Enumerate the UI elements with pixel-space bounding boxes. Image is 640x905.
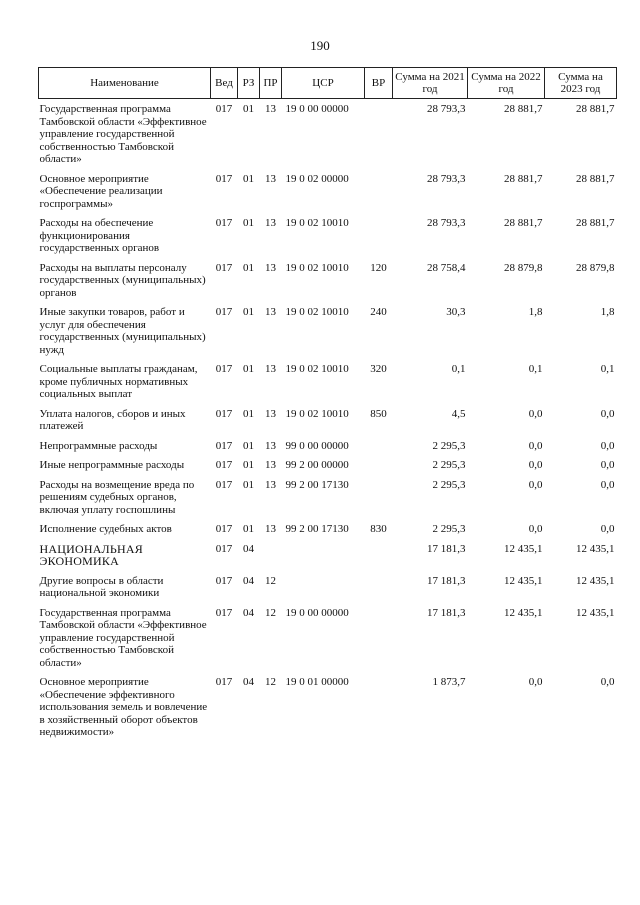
- cell-name: Иные закупки товаров, работ и услуг для обеспечения государственных (муниципальных) нужд: [39, 306, 206, 356]
- cell-pr: 12: [265, 606, 276, 619]
- cell-rz: 01: [243, 459, 254, 471]
- cell-sum-2021: 17 181,3: [427, 542, 466, 555]
- table-header-row: [39, 68, 617, 99]
- cell-rz: 01: [243, 103, 254, 115]
- cell-sum-2023: 0,0: [600, 523, 615, 535]
- cell-ved: 017: [215, 459, 233, 471]
- cell-sum-2022: 28 879,8: [504, 261, 543, 274]
- cell-ved: 017: [215, 261, 233, 274]
- cell-name: Государственная программа Тамбовской области «Эффективное управление государственной собственностью Тамбовской области»: [39, 606, 207, 669]
- cell-rz: 04: [243, 676, 254, 688]
- cell-rz: 04: [243, 606, 254, 619]
- cell-sum-2023: 12 435,1: [576, 606, 615, 619]
- cell-pr: 12: [265, 676, 276, 688]
- cell-sum-2022: 0,1: [528, 363, 543, 375]
- cell-sum-2021: 28 793,3: [427, 217, 466, 229]
- cell-sum-2023: 28 879,8: [576, 261, 615, 274]
- cell-sum-2023: 28 881,7: [576, 172, 615, 185]
- cell-sum-2022: 0,0: [528, 478, 543, 491]
- cell-pr: 13: [265, 439, 276, 452]
- cell-sum-2023: 0,0: [600, 478, 615, 491]
- cell-name: Расходы на обеспечение функционирования государственных органов: [39, 217, 160, 254]
- table-row: [39, 359, 617, 404]
- cell-name: Основное мероприятие «Обеспечение реализации госпрограммы»: [39, 172, 163, 210]
- table-row: [39, 99, 617, 169]
- cell-pr: 13: [265, 523, 276, 535]
- cell-sum-2022: 28 881,7: [504, 103, 543, 115]
- cell-rz: 01: [243, 306, 254, 318]
- cell-pr: 13: [265, 103, 276, 115]
- header-vr: ВР: [365, 68, 393, 99]
- cell-vr: [365, 603, 393, 673]
- cell-pr: 13: [265, 459, 276, 471]
- cell-vr: [365, 213, 393, 258]
- table-row: [39, 455, 617, 475]
- cell-ved: 017: [215, 542, 233, 555]
- cell-sum-2021: 2 295,3: [432, 459, 466, 471]
- cell-rz: 04: [243, 542, 254, 555]
- cell-vr: [365, 672, 393, 742]
- cell-ved: 017: [215, 478, 233, 491]
- cell-pr: [260, 539, 282, 571]
- header-sum-2022: Сумма на 2022 год: [468, 68, 545, 99]
- table-row: [39, 404, 617, 436]
- cell-pr: 13: [265, 306, 276, 318]
- header-pr: ПР: [260, 68, 282, 99]
- cell-csr: 19 0 00 00000: [285, 606, 349, 619]
- cell-name: Уплата налогов, сборов и иных платежей: [39, 407, 186, 432]
- cell-sum-2022: 0,0: [528, 439, 543, 452]
- cell-sum-2022: 12 435,1: [504, 606, 543, 619]
- header-sum-2021: Сумма на 2021 год: [393, 68, 468, 99]
- cell-rz: 01: [243, 363, 254, 375]
- cell-sum-2021: 2 295,3: [432, 478, 466, 491]
- cell-rz: 01: [243, 439, 254, 452]
- cell-sum-2021: 0,1: [451, 363, 466, 375]
- cell-vr: 850: [370, 407, 387, 420]
- cell-pr: 13: [265, 478, 276, 491]
- cell-vr: [365, 475, 393, 520]
- cell-ved: 017: [215, 523, 233, 535]
- page-number: 190: [310, 38, 330, 53]
- cell-rz: 01: [243, 407, 254, 420]
- cell-name: НАЦИОНАЛЬНАЯ ЭКОНОМИКА: [39, 541, 143, 568]
- cell-sum-2021: 28 758,4: [427, 261, 466, 274]
- cell-vr: [365, 169, 393, 214]
- cell-vr: [365, 539, 393, 571]
- cell-ved: 017: [215, 606, 233, 619]
- table-row: [39, 603, 617, 673]
- cell-ved: 017: [215, 172, 233, 185]
- cell-rz: 04: [243, 574, 254, 587]
- table-row: [39, 213, 617, 258]
- cell-rz: 01: [243, 172, 254, 185]
- cell-csr: 19 0 00 00000: [285, 103, 349, 115]
- cell-csr: [282, 539, 365, 571]
- cell-sum-2021: 4,5: [451, 407, 466, 420]
- cell-sum-2023: 28 881,7: [576, 217, 615, 229]
- cell-sum-2023: 12 435,1: [576, 542, 615, 555]
- table-row: [39, 169, 617, 214]
- cell-pr: 12: [265, 574, 276, 587]
- cell-csr: 99 2 00 17130: [285, 478, 349, 491]
- cell-sum-2021: 2 295,3: [432, 439, 466, 452]
- cell-sum-2023: 0,0: [600, 439, 615, 452]
- cell-csr: 19 0 02 10010: [285, 306, 349, 318]
- cell-sum-2023: 12 435,1: [576, 574, 615, 587]
- table-row: [39, 436, 617, 456]
- cell-sum-2021: 30,3: [446, 306, 466, 318]
- header-name: Наименование: [39, 68, 211, 99]
- cell-csr: [282, 571, 365, 603]
- cell-pr: 13: [265, 217, 276, 229]
- cell-vr: [365, 99, 393, 169]
- cell-pr: 13: [265, 172, 276, 185]
- cell-rz: 01: [243, 478, 254, 491]
- cell-ved: 017: [215, 676, 233, 688]
- table-row: [39, 258, 617, 303]
- cell-ved: 017: [215, 363, 233, 375]
- cell-csr: 99 2 00 00000: [285, 459, 349, 471]
- cell-rz: 01: [243, 523, 254, 535]
- cell-csr: 99 2 00 17130: [285, 523, 349, 535]
- cell-csr: 19 0 02 10010: [285, 217, 349, 229]
- cell-ved: 017: [215, 217, 233, 229]
- cell-sum-2021: 1 873,7: [432, 676, 466, 688]
- cell-sum-2022: 0,0: [528, 459, 543, 471]
- cell-csr: 19 0 02 10010: [285, 407, 349, 420]
- cell-sum-2022: 12 435,1: [504, 574, 543, 587]
- cell-csr: 99 0 00 00000: [285, 439, 349, 452]
- table-row: [39, 302, 617, 359]
- cell-sum-2023: 0,0: [600, 676, 615, 688]
- cell-ved: 017: [215, 103, 233, 115]
- cell-csr: 19 0 01 00000: [285, 676, 349, 688]
- cell-pr: 13: [265, 261, 276, 274]
- cell-name: Основное мероприятие «Обеспечение эффективного использования земель и вовлечение в хозяйственный оборот объектов недвижимости»: [39, 676, 208, 738]
- cell-sum-2022: 0,0: [528, 676, 543, 688]
- cell-rz: 01: [243, 261, 254, 274]
- cell-sum-2021: 2 295,3: [432, 523, 466, 535]
- cell-sum-2022: 28 881,7: [504, 217, 543, 229]
- cell-ved: 017: [215, 306, 233, 318]
- cell-name: Расходы на выплаты персоналу государственных (муниципальных) органов: [39, 261, 206, 299]
- table-row: [39, 519, 617, 539]
- budget-table: [38, 67, 617, 742]
- cell-sum-2023: 0,1: [600, 363, 615, 375]
- cell-sum-2022: 0,0: [528, 407, 543, 420]
- cell-vr: 240: [370, 306, 387, 318]
- cell-sum-2021: 28 793,3: [427, 172, 466, 185]
- cell-vr: 320: [370, 363, 387, 375]
- cell-name: Непрограммные расходы: [39, 439, 158, 452]
- table-row: [39, 672, 617, 742]
- table-row: [39, 539, 617, 571]
- cell-sum-2023: 1,8: [600, 306, 615, 318]
- cell-name: Социальные выплаты гражданам, кроме публичных нормативных социальных выплат: [39, 363, 198, 400]
- cell-name: Государственная программа Тамбовской области «Эффективное управление государственной собственностью Тамбовской области»: [39, 103, 207, 165]
- cell-sum-2022: 12 435,1: [504, 542, 543, 555]
- cell-name: Другие вопросы в области национальной экономики: [39, 574, 164, 599]
- header-csr: ЦСР: [282, 68, 365, 99]
- cell-vr: [365, 571, 393, 603]
- cell-vr: 120: [370, 261, 387, 274]
- cell-ved: 017: [215, 574, 233, 587]
- cell-vr: [365, 455, 393, 475]
- cell-sum-2021: 17 181,3: [427, 574, 466, 587]
- cell-csr: 19 0 02 00000: [285, 172, 349, 185]
- header-ved: Вед: [211, 68, 238, 99]
- cell-sum-2021: 17 181,3: [427, 606, 466, 619]
- cell-name: Исполнение судебных актов: [39, 523, 172, 535]
- cell-pr: 13: [265, 363, 276, 375]
- cell-sum-2023: 0,0: [600, 459, 615, 471]
- cell-name: Расходы на возмещение вреда по решениям судебных органов, включая уплату госпошлины: [39, 478, 195, 516]
- cell-rz: 01: [243, 217, 254, 229]
- cell-sum-2022: 1,8: [528, 306, 543, 318]
- cell-sum-2023: 0,0: [600, 407, 615, 420]
- table-row: [39, 571, 617, 603]
- cell-pr: 13: [265, 407, 276, 420]
- cell-csr: 19 0 02 10010: [285, 363, 349, 375]
- header-sum-2023: Сумма на 2023 год: [545, 68, 617, 99]
- cell-csr: 19 0 02 10010: [285, 261, 349, 274]
- cell-sum-2022: 0,0: [528, 523, 543, 535]
- table-row: [39, 475, 617, 520]
- cell-sum-2021: 28 793,3: [427, 103, 466, 115]
- cell-vr: [365, 436, 393, 456]
- cell-sum-2023: 28 881,7: [576, 103, 615, 115]
- cell-ved: 017: [215, 407, 233, 420]
- cell-sum-2022: 28 881,7: [504, 172, 543, 185]
- cell-ved: 017: [215, 439, 233, 452]
- cell-name: Иные непрограммные расходы: [39, 459, 185, 471]
- cell-vr: 830: [370, 523, 387, 535]
- header-rz: РЗ: [238, 68, 260, 99]
